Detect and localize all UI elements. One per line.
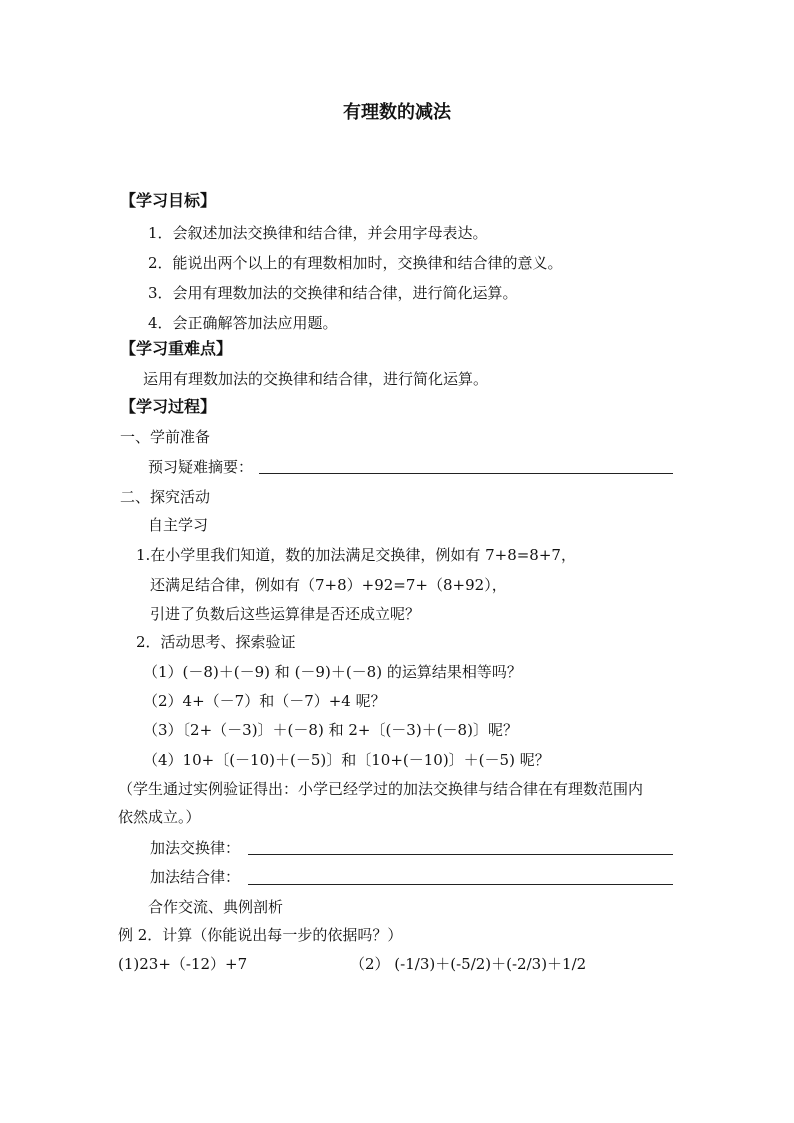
- item1-line: 1.在小学里我们知道，数的加法满足交换律，例如有 7+8=8+7，: [136, 546, 576, 564]
- process-heading: 【学习过程】: [120, 397, 217, 416]
- question-item: （1）(－8)＋(－9) 和 (－9)＋(－8) 的运算结果相等吗？: [143, 663, 522, 681]
- question-item: （4）10+〔(－10)＋(－5)〕和〔10+(－10)〕＋(－5) 呢？: [143, 751, 550, 769]
- objective-item: 1．会叙述加法交换律和结合律，并会用字母表达。: [148, 224, 488, 242]
- commutative-answer-line[interactable]: [248, 854, 673, 855]
- associative-answer-line[interactable]: [248, 884, 673, 885]
- question-item: （3）〔2+（－3)〕＋(－8) 和 2+〔(－3)＋(－8)〕呢？: [143, 721, 518, 739]
- explore-title: 二、探究活动: [120, 488, 211, 506]
- associative-label: 加法结合律：: [150, 868, 241, 886]
- example-2: （2） (-1/3)＋(-5/2)＋(-2/3)＋1/2: [350, 955, 587, 973]
- key-points-heading: 【学习重难点】: [120, 339, 233, 358]
- self-study-label: 自主学习: [148, 516, 209, 534]
- commutative-label: 加法交换律：: [150, 839, 241, 857]
- key-points-text: 运用有理数加法的交换律和结合律，进行简化运算。: [143, 370, 489, 388]
- objective-item: 4．会正确解答加法应用题。: [148, 314, 338, 332]
- page-title: 有理数的减法: [343, 102, 451, 123]
- prep-answer-line[interactable]: [259, 473, 673, 474]
- example-title: 例 2．计算（你能说出每一步的依据吗？）: [118, 926, 403, 944]
- conclusion-line: （学生通过实例验证得出：小学已经学过的加法交换律与结合律在有理数范围内: [118, 780, 644, 798]
- conclusion-line: 依然成立。）: [118, 808, 201, 826]
- cooperation-label: 合作交流、典例剖析: [148, 898, 284, 916]
- objective-item: 2．能说出两个以上的有理数相加时，交换律和结合律的意义。: [148, 254, 563, 272]
- item1-line: 还满足结合律，例如有（7+8）+92=7+（8+92），: [150, 576, 507, 594]
- prep-label: 预习疑难摘要：: [148, 458, 254, 476]
- prep-title: 一、学前准备: [120, 428, 211, 446]
- example-1: (1)23+（-12）+7: [118, 955, 248, 973]
- objectives-heading: 【学习目标】: [120, 191, 217, 210]
- item1-line: 引进了负数后这些运算律是否还成立呢？: [150, 605, 421, 623]
- objective-item: 3．会用有理数加法的交换律和结合律，进行简化运算。: [148, 284, 518, 302]
- question-item: （2）4+（－7）和（－7）+4 呢？: [143, 692, 386, 710]
- item2-title: 2．活动思考、探索验证: [136, 633, 296, 651]
